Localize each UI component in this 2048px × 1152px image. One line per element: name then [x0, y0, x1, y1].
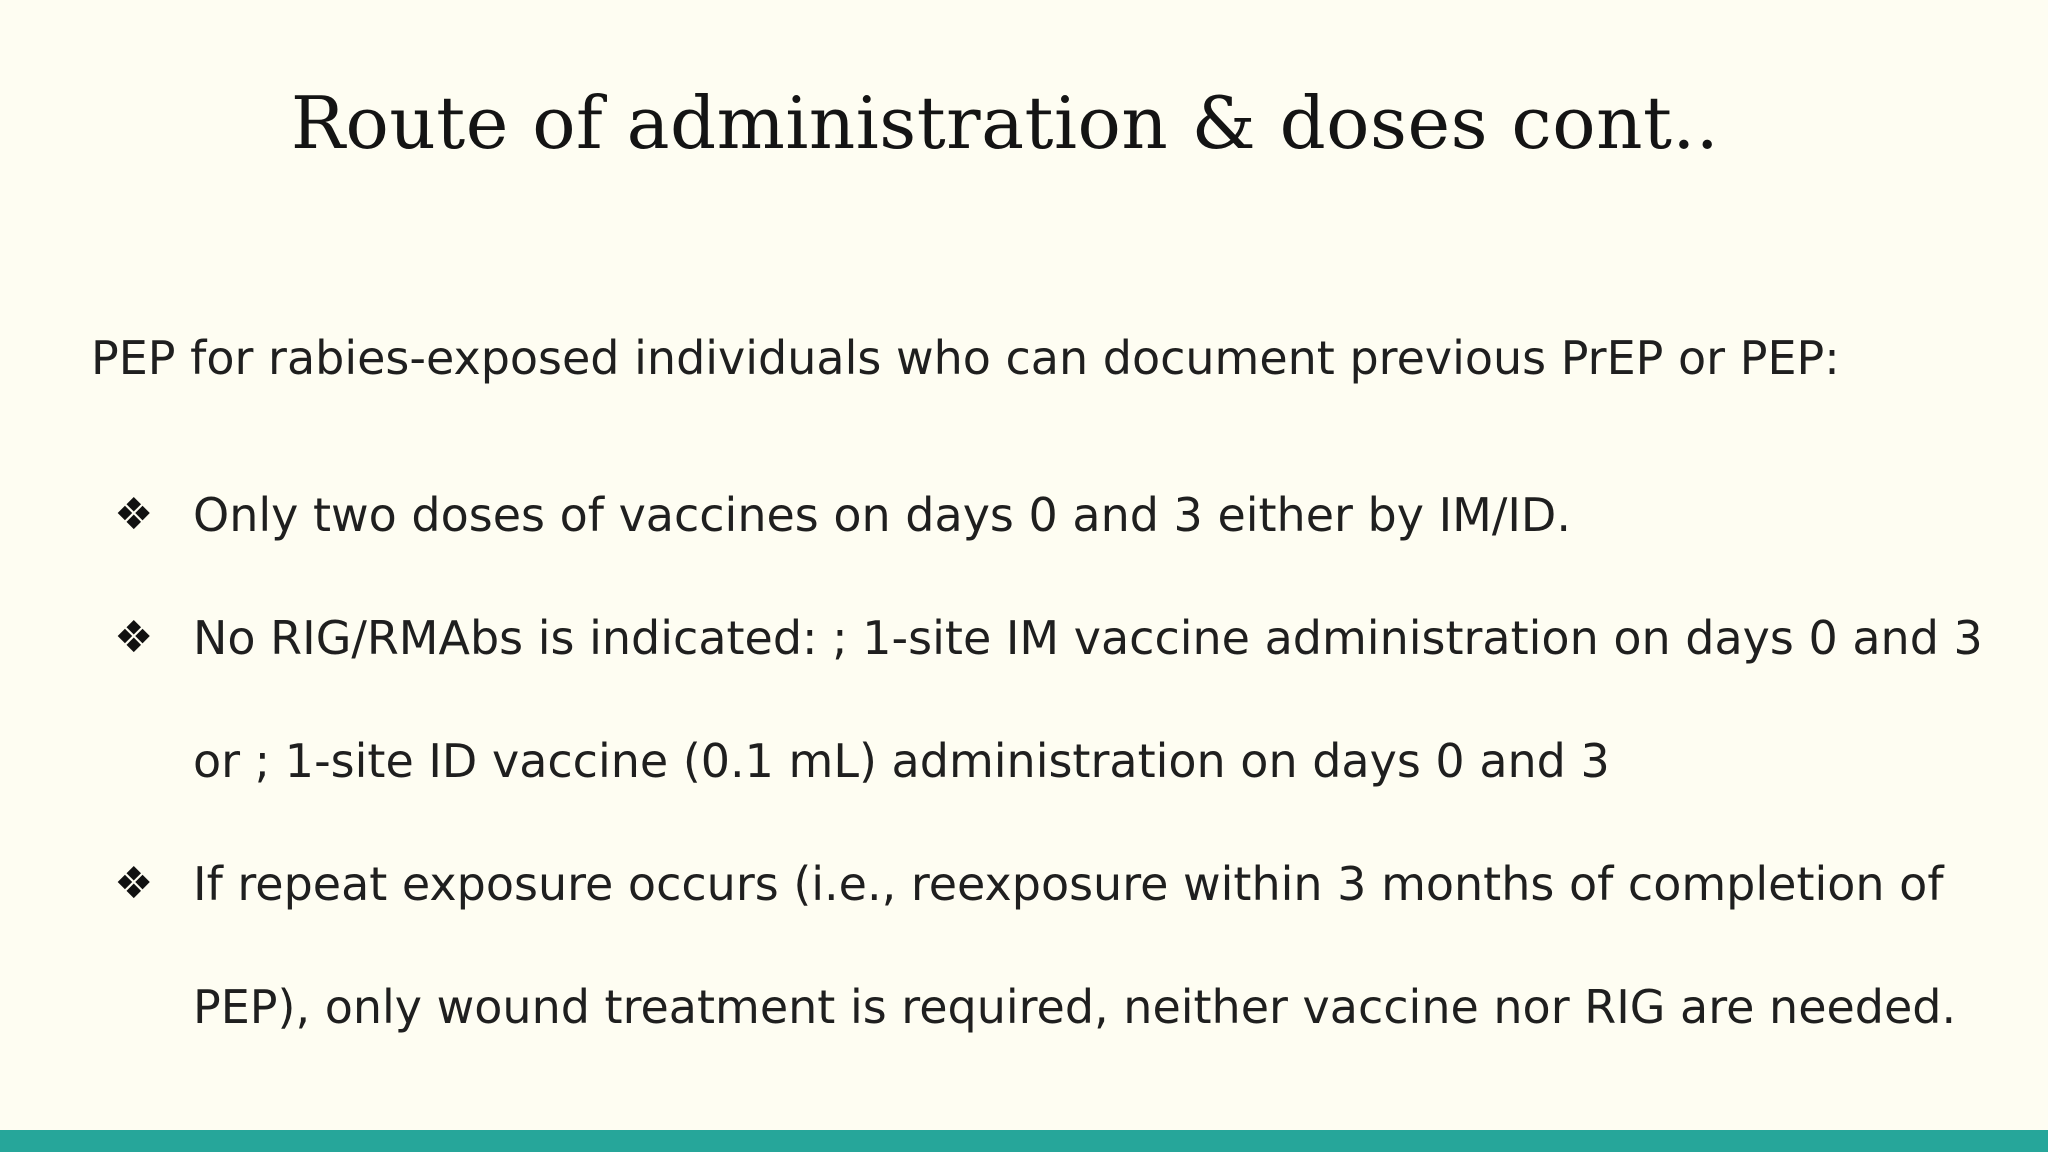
bullet-3-line-1: If repeat exposure occurs (i.e., reexposure within 3 months of completion of: [193, 857, 1944, 911]
bullet-3-line-2: PEP), only wound treatment is required, neither vaccine nor RIG are needed.: [193, 980, 1957, 1034]
diamond-bullet-icon: ❖: [114, 489, 154, 540]
bullet-1-line-1: Only two doses of vaccines on days 0 and 3 either by IM/ID.: [193, 488, 1571, 542]
bullet-2-line-2: or ; 1-site ID vaccine (0.1 mL) administration on days 0 and 3: [193, 734, 1610, 788]
diamond-bullet-icon: ❖: [114, 612, 154, 663]
bullet-2-line-1: No RIG/RMAbs is indicated: ; 1-site IM vaccine administration on days 0 and 3: [193, 611, 1983, 665]
slide-title: Route of administration & doses cont..: [290, 81, 1720, 165]
diamond-bullet-icon: ❖: [114, 858, 154, 909]
intro-text: PEP for rabies-exposed individuals who can document previous PrEP or PEP:: [91, 331, 1840, 385]
footer-accent-bar: [0, 1130, 2048, 1152]
